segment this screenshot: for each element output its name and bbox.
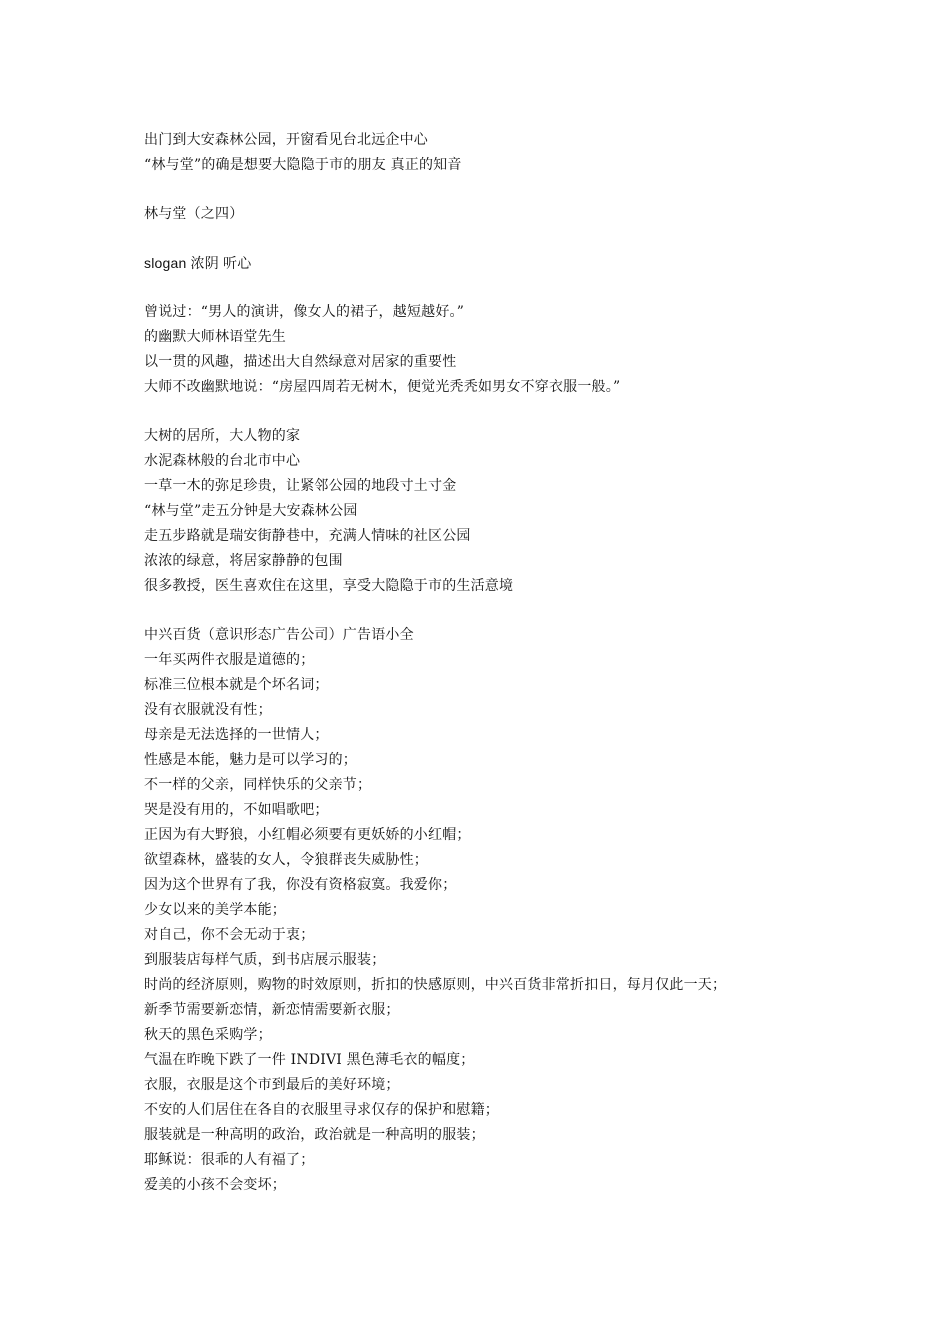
paragraph-gap [144, 400, 844, 424]
text-line: 大树的居所，大人物的家 [144, 428, 301, 444]
paragraph-gap [144, 276, 844, 300]
paragraph-gap [144, 227, 844, 251]
slogan-item: 时尚的经济原则，购物的时效原则，折扣的快感原则，中兴百货非常折扣日，每月仅此一天； [144, 977, 727, 993]
text-line: 曾说过：“男人的演讲，像女人的裙子，越短越好。” [144, 304, 465, 320]
text-line: 以一贯的风趣，描述出大自然绿意对居家的重要性 [144, 354, 457, 370]
text-line: 大师不改幽默地说：“房屋四周若无树木，便觉光秃秃如男女不穿衣服一般。” [144, 379, 621, 395]
text-line: 走五步路就是瑞安街静巷中，充满人情味的社区公园 [144, 528, 471, 544]
paragraph-gap [144, 178, 844, 202]
slogan-item: 气温在昨晚下跌了一件 INDIVI 黑色薄毛衣的幅度； [144, 1052, 475, 1068]
slogan-item: 哭是没有用的，不如唱歌吧； [144, 802, 329, 818]
text-line: 水泥森林般的台北市中心 [144, 453, 301, 469]
document-body [144, 128, 844, 1198]
slogan-item: 性感是本能，魅力是可以学习的； [144, 752, 357, 768]
text-line: “林与堂”走五分钟是大安森林公园 [144, 503, 358, 519]
slogan-item: 不安的人们居住在各自的衣服里寻求仅存的保护和慰籍； [144, 1102, 499, 1118]
slogan-item: 因为这个世界有了我，你没有资格寂寞。我爱你； [144, 877, 457, 893]
paragraph-gap [144, 599, 844, 623]
text-line: 很多教授，医生喜欢住在这里，享受大隐隐于市的生活意境 [144, 578, 514, 594]
slogan-item: 秋天的黑色采购学； [144, 1027, 272, 1043]
text-line: 一草一木的弥足珍贵，让紧邻公园的地段寸土寸金 [144, 478, 457, 494]
slogan-item: 耶稣说：很乖的人有福了； [144, 1152, 315, 1168]
text-line: “林与堂”的确是想要大隐隐于市的朋友 真正的知音 [144, 157, 462, 173]
slogan-item: 对自己，你不会无动于衷； [144, 927, 315, 943]
slogan-item: 没有衣服就没有性； [144, 702, 272, 718]
text-line: 的幽默大师林语堂先生 [144, 329, 286, 345]
slogan-item: 一年买两件衣服是道德的； [144, 652, 315, 668]
text-line: 出门到大安森林公园，开窗看见台北远企中心 [144, 132, 428, 148]
slogan-item: 不一样的父亲，同样快乐的父亲节； [144, 777, 372, 793]
slogan-item: 衣服，衣服是这个市到最后的美好环境； [144, 1077, 400, 1093]
slogan-item: 服装就是一种高明的政治，政治就是一种高明的服装； [144, 1127, 485, 1143]
text-line: 浓浓的绿意，将居家静静的包围 [144, 553, 343, 569]
slogan-item: 欲望森林，盛装的女人，令狼群丧失威胁性； [144, 852, 428, 868]
slogan-item: 新季节需要新恋情，新恋情需要新衣服； [144, 1002, 400, 1018]
slogan-item: 少女以来的美学本能； [144, 902, 286, 918]
heading-line: 林与堂（之四） [144, 206, 244, 222]
slogan-item: 标准三位根本就是个坏名词； [144, 677, 329, 693]
slogan-line: slogan 浓阴 听心 [144, 255, 252, 271]
slogan-item: 爱美的小孩不会变坏； [144, 1177, 286, 1193]
slogan-item: 正因为有大野狼，小红帽必须要有更妖娇的小红帽； [144, 827, 471, 843]
section-title: 中兴百货（意识形态广告公司）广告语小全 [144, 627, 414, 643]
slogan-item: 母亲是无法选择的一世情人； [144, 727, 329, 743]
slogan-item: 到服装店每样气质，到书店展示服装； [144, 952, 386, 968]
